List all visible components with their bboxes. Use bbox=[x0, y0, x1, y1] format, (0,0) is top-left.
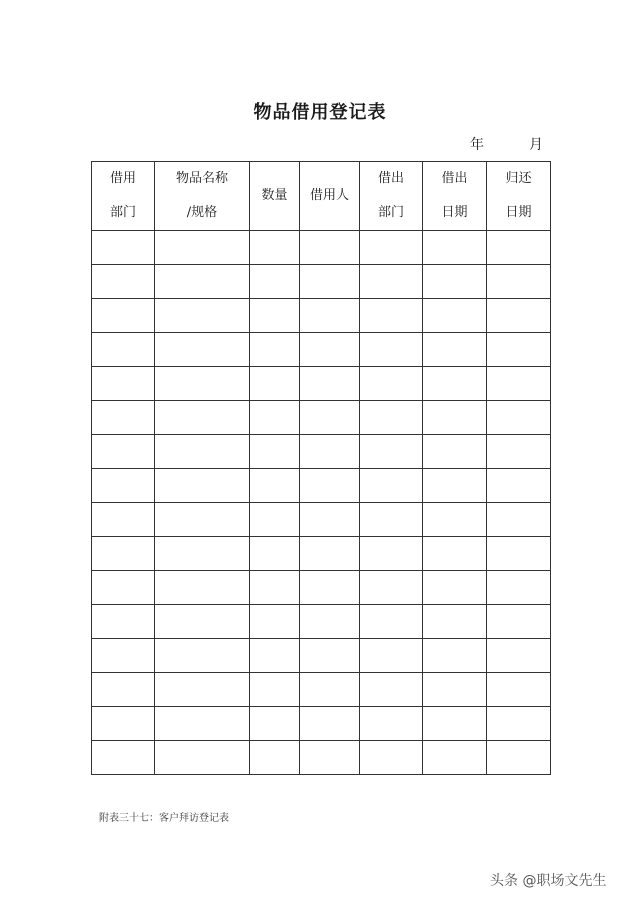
cell-borrow-dept[interactable] bbox=[92, 401, 155, 435]
cell-quantity[interactable] bbox=[250, 435, 300, 469]
cell-item-name-spec[interactable] bbox=[155, 503, 250, 537]
cell-lend-dept[interactable] bbox=[360, 367, 423, 401]
header-return-date: 归还 日期 bbox=[487, 162, 551, 231]
cell-borrow-dept[interactable] bbox=[92, 571, 155, 605]
header-lend-dept: 借出 部门 bbox=[360, 162, 423, 231]
cell-borrow-dept[interactable] bbox=[92, 707, 155, 741]
cell-lend-date[interactable] bbox=[423, 571, 487, 605]
table-row bbox=[92, 605, 551, 639]
cell-borrow-dept[interactable] bbox=[92, 265, 155, 299]
cell-quantity[interactable] bbox=[250, 741, 300, 775]
cell-borrow-dept[interactable] bbox=[92, 503, 155, 537]
table-row bbox=[92, 231, 551, 265]
table-row bbox=[92, 537, 551, 571]
cell-borrower[interactable] bbox=[300, 503, 360, 537]
table-row bbox=[92, 639, 551, 673]
cell-borrow-dept[interactable] bbox=[92, 469, 155, 503]
cell-quantity[interactable] bbox=[250, 707, 300, 741]
cell-item-name-spec[interactable] bbox=[155, 571, 250, 605]
cell-lend-date[interactable] bbox=[423, 435, 487, 469]
cell-quantity[interactable] bbox=[250, 367, 300, 401]
cell-quantity[interactable] bbox=[250, 639, 300, 673]
cell-lend-dept[interactable] bbox=[360, 435, 423, 469]
cell-return-date[interactable] bbox=[487, 741, 551, 775]
month-label: 月 bbox=[529, 137, 543, 153]
cell-lend-date[interactable] bbox=[423, 367, 487, 401]
cell-quantity[interactable] bbox=[250, 605, 300, 639]
cell-return-date[interactable] bbox=[487, 639, 551, 673]
table-row bbox=[92, 741, 551, 775]
cell-borrower[interactable] bbox=[300, 333, 360, 367]
cell-lend-dept[interactable] bbox=[360, 333, 423, 367]
cell-borrow-dept[interactable] bbox=[92, 231, 155, 265]
year-label: 年 bbox=[470, 137, 484, 153]
cell-borrower[interactable] bbox=[300, 707, 360, 741]
cell-lend-date[interactable] bbox=[423, 707, 487, 741]
cell-item-name-spec[interactable] bbox=[155, 605, 250, 639]
table-row bbox=[92, 673, 551, 707]
cell-lend-dept[interactable] bbox=[360, 605, 423, 639]
cell-return-date[interactable] bbox=[487, 537, 551, 571]
cell-quantity[interactable] bbox=[250, 265, 300, 299]
header-borrow-dept: 借用 部门 bbox=[92, 162, 155, 231]
cell-borrower[interactable] bbox=[300, 741, 360, 775]
cell-return-date[interactable] bbox=[487, 333, 551, 367]
cell-lend-dept[interactable] bbox=[360, 537, 423, 571]
cell-quantity[interactable] bbox=[250, 299, 300, 333]
cell-quantity[interactable] bbox=[250, 469, 300, 503]
header-item-name-spec: 物品名称 /规格 bbox=[155, 162, 250, 231]
cell-borrower[interactable] bbox=[300, 401, 360, 435]
cell-quantity[interactable] bbox=[250, 571, 300, 605]
cell-borrow-dept[interactable] bbox=[92, 639, 155, 673]
cell-return-date[interactable] bbox=[487, 707, 551, 741]
cell-lend-date[interactable] bbox=[423, 231, 487, 265]
cell-quantity[interactable] bbox=[250, 537, 300, 571]
page-title: 物品借用登记表 bbox=[253, 102, 387, 123]
cell-borrower[interactable] bbox=[300, 639, 360, 673]
cell-item-name-spec[interactable] bbox=[155, 299, 250, 333]
cell-borrow-dept[interactable] bbox=[92, 741, 155, 775]
cell-item-name-spec[interactable] bbox=[155, 741, 250, 775]
header-lend-date: 借出 日期 bbox=[423, 162, 487, 231]
cell-quantity[interactable] bbox=[250, 503, 300, 537]
cell-borrow-dept[interactable] bbox=[92, 605, 155, 639]
cell-return-date[interactable] bbox=[487, 265, 551, 299]
cell-lend-dept[interactable] bbox=[360, 741, 423, 775]
cell-lend-dept[interactable] bbox=[360, 401, 423, 435]
cell-return-date[interactable] bbox=[487, 469, 551, 503]
cell-lend-date[interactable] bbox=[423, 673, 487, 707]
cell-return-date[interactable] bbox=[487, 299, 551, 333]
table-row bbox=[92, 299, 551, 333]
cell-lend-date[interactable] bbox=[423, 741, 487, 775]
cell-borrower[interactable] bbox=[300, 537, 360, 571]
cell-item-name-spec[interactable] bbox=[155, 231, 250, 265]
cell-lend-date[interactable] bbox=[423, 265, 487, 299]
cell-item-name-spec[interactable] bbox=[155, 639, 250, 673]
cell-lend-date[interactable] bbox=[423, 503, 487, 537]
cell-lend-date[interactable] bbox=[423, 299, 487, 333]
cell-borrow-dept[interactable] bbox=[92, 367, 155, 401]
cell-lend-dept[interactable] bbox=[360, 571, 423, 605]
cell-lend-dept[interactable] bbox=[360, 673, 423, 707]
cell-borrow-dept[interactable] bbox=[92, 333, 155, 367]
table-row bbox=[92, 707, 551, 741]
cell-item-name-spec[interactable] bbox=[155, 537, 250, 571]
cell-lend-dept[interactable] bbox=[360, 231, 423, 265]
cell-lend-date[interactable] bbox=[423, 605, 487, 639]
cell-borrower[interactable] bbox=[300, 673, 360, 707]
cell-quantity[interactable] bbox=[250, 231, 300, 265]
cell-item-name-spec[interactable] bbox=[155, 401, 250, 435]
cell-item-name-spec[interactable] bbox=[155, 333, 250, 367]
cell-lend-dept[interactable] bbox=[360, 639, 423, 673]
cell-item-name-spec[interactable] bbox=[155, 367, 250, 401]
cell-item-name-spec[interactable] bbox=[155, 265, 250, 299]
cell-borrow-dept[interactable] bbox=[92, 435, 155, 469]
cell-return-date[interactable] bbox=[487, 231, 551, 265]
table-row bbox=[92, 265, 551, 299]
cell-return-date[interactable] bbox=[487, 435, 551, 469]
cell-lend-dept[interactable] bbox=[360, 469, 423, 503]
borrow-register-table bbox=[91, 161, 551, 775]
cell-return-date[interactable] bbox=[487, 367, 551, 401]
cell-lend-date[interactable] bbox=[423, 639, 487, 673]
cell-borrower[interactable] bbox=[300, 469, 360, 503]
footnote: 附表三十七：客户拜访登记表 bbox=[99, 813, 229, 824]
cell-borrow-dept[interactable] bbox=[92, 537, 155, 571]
table-row bbox=[92, 469, 551, 503]
cell-item-name-spec[interactable] bbox=[155, 435, 250, 469]
cell-lend-dept[interactable] bbox=[360, 707, 423, 741]
cell-borrower[interactable] bbox=[300, 367, 360, 401]
table-row bbox=[92, 435, 551, 469]
cell-borrower[interactable] bbox=[300, 605, 360, 639]
cell-lend-date[interactable] bbox=[423, 401, 487, 435]
cell-borrower[interactable] bbox=[300, 571, 360, 605]
cell-quantity[interactable] bbox=[250, 333, 300, 367]
watermark: 头条 @职场文先生 bbox=[490, 873, 607, 889]
cell-borrow-dept[interactable] bbox=[92, 299, 155, 333]
cell-lend-dept[interactable] bbox=[360, 265, 423, 299]
cell-borrower[interactable] bbox=[300, 231, 360, 265]
table-row bbox=[92, 367, 551, 401]
header-quantity: 数量 bbox=[250, 162, 300, 231]
table-row bbox=[92, 503, 551, 537]
cell-lend-date[interactable] bbox=[423, 333, 487, 367]
table-row bbox=[92, 333, 551, 367]
cell-quantity[interactable] bbox=[250, 401, 300, 435]
table-row bbox=[92, 571, 551, 605]
cell-lend-dept[interactable] bbox=[360, 299, 423, 333]
cell-return-date[interactable] bbox=[487, 605, 551, 639]
cell-return-date[interactable] bbox=[487, 401, 551, 435]
table-row bbox=[92, 401, 551, 435]
cell-borrower[interactable] bbox=[300, 265, 360, 299]
cell-return-date[interactable] bbox=[487, 673, 551, 707]
cell-borrower[interactable] bbox=[300, 299, 360, 333]
cell-quantity[interactable] bbox=[250, 673, 300, 707]
cell-item-name-spec[interactable] bbox=[155, 707, 250, 741]
header-borrower: 借用人 bbox=[300, 162, 360, 231]
cell-item-name-spec[interactable] bbox=[155, 673, 250, 707]
cell-lend-date[interactable] bbox=[423, 469, 487, 503]
cell-lend-dept[interactable] bbox=[360, 503, 423, 537]
cell-item-name-spec[interactable] bbox=[155, 469, 250, 503]
cell-return-date[interactable] bbox=[487, 503, 551, 537]
cell-borrower[interactable] bbox=[300, 435, 360, 469]
cell-return-date[interactable] bbox=[487, 571, 551, 605]
cell-borrow-dept[interactable] bbox=[92, 673, 155, 707]
table-header-row bbox=[92, 162, 551, 231]
cell-lend-date[interactable] bbox=[423, 537, 487, 571]
